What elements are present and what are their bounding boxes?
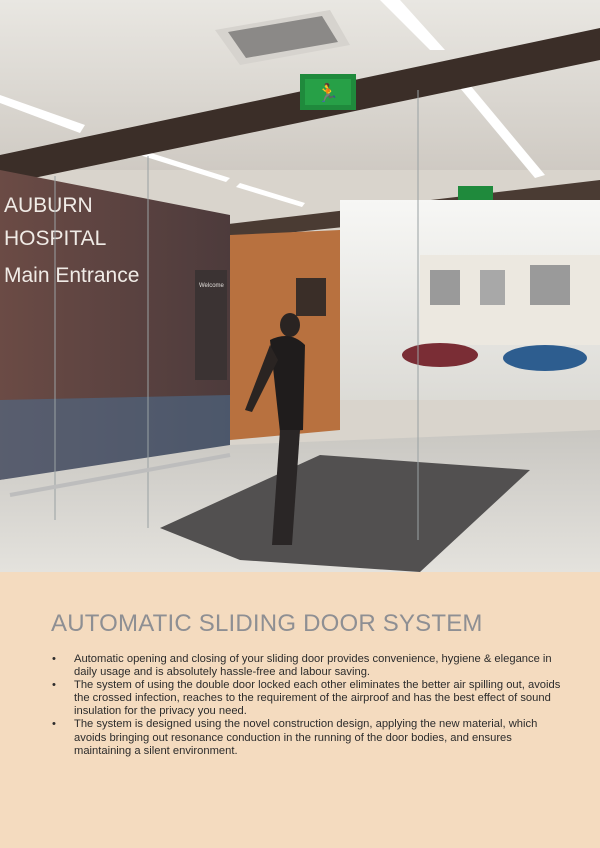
sign-line-3: Main Entrance (4, 264, 140, 287)
person (280, 313, 300, 337)
list-item-text: The system of using the double door locked each other eliminates the better air spilling out, avoids the crossed infection, reaches to the requirement of the airproof and has the best effect of sound insulation for the privacy you need. (74, 679, 561, 718)
svg-text:🏃: 🏃 (316, 83, 340, 103)
list-item (52, 718, 572, 757)
bullet-icon: • (52, 653, 56, 665)
section-heading: AUTOMATIC SLIDING DOOR SYSTEM (51, 610, 483, 637)
sign-line-2: HOSPITAL (4, 227, 107, 250)
directory-title: Welcome (199, 283, 224, 289)
parked-car-blue (503, 345, 587, 371)
list-item-text: Automatic opening and closing of your sliding door provides convenience, hygiene & elegance in daily usage and is absolutely hassle-free and labour saving. (74, 653, 552, 679)
list-item-text: The system is designed using the novel construction design, applying the new material, which avoids bringing out resonance conduction in the running of the door bodies, and ensures maintaining a silent environment. (74, 718, 538, 757)
bullet-icon: • (52, 718, 56, 731)
bullet-icon: • (52, 679, 56, 692)
feature-list (52, 653, 572, 758)
parked-car-red (402, 343, 478, 367)
list-item (52, 679, 572, 718)
list-item (52, 653, 572, 679)
sign-line-1: AUBURN (4, 194, 93, 217)
text-panel (0, 572, 600, 848)
